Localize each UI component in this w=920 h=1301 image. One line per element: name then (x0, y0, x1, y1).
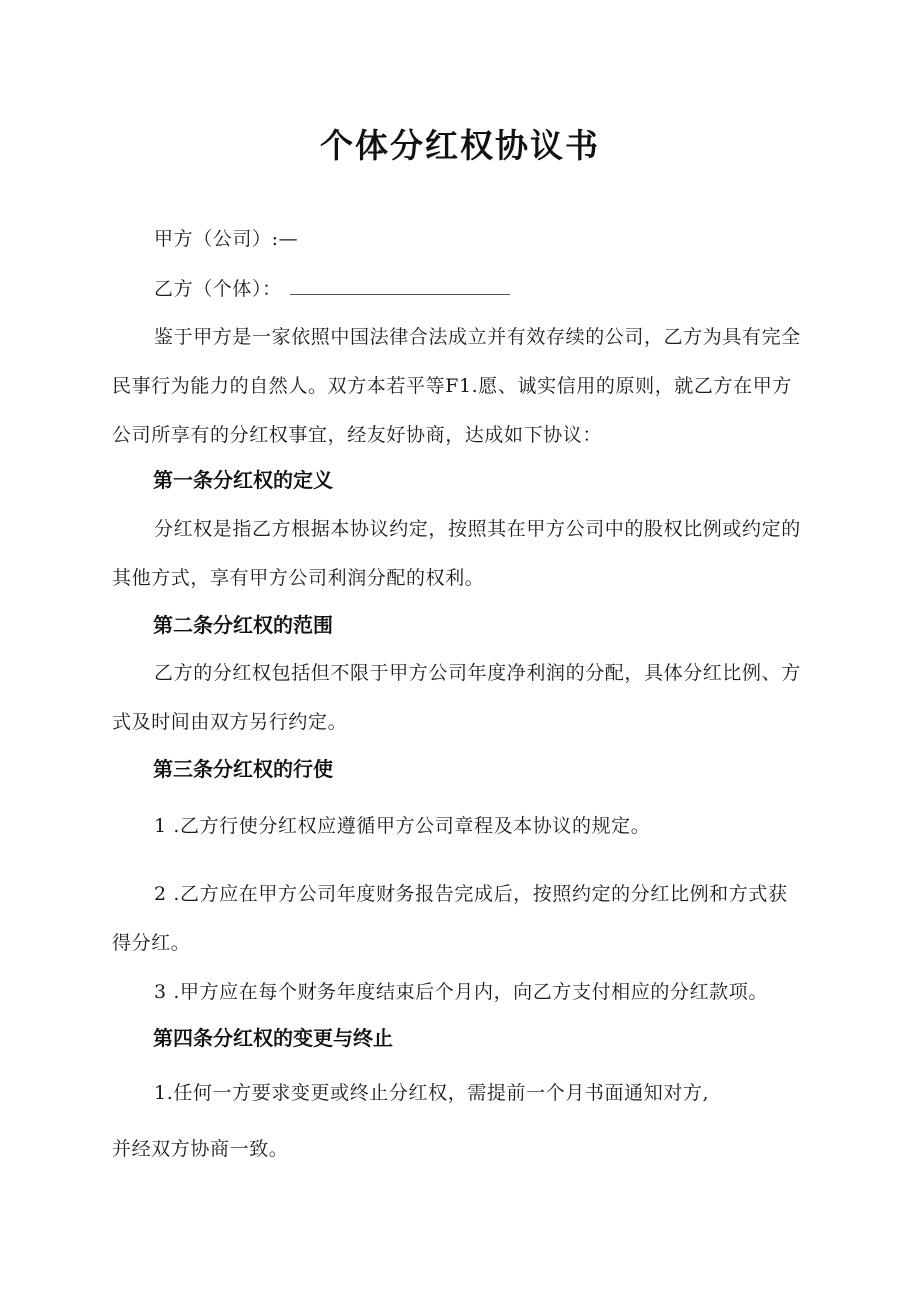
article-4-heading: 第四条分红权的变更与终止 (153, 1026, 393, 1050)
article-1-heading: 第一条分红权的定义 (153, 468, 333, 492)
article-3-item-2-line-1: 2 .乙方应在甲方公司年度财务报告完成后，按照约定的分红比例和方式获 (154, 883, 788, 905)
document-title: 个体分红权协议书 (320, 126, 600, 165)
article-3-item-2-line-2: 得分红。 (112, 932, 191, 954)
preamble-line-2: 民事行为能力的自然人。双方本若平等F1.愿、诚实信用的原则，就乙方在甲方 (112, 375, 792, 397)
article-2-line-2: 式及时间由双方另行约定。 (112, 711, 348, 733)
party-b-blank (290, 274, 510, 295)
party-b-line (154, 274, 510, 303)
article-1-line-1: 分红权是指乙方根据本协议约定，按照其在甲方公司中的股权比例或约定的 (154, 518, 801, 540)
article-4-item-1-line-2: 并经双方协商一致。 (112, 1138, 289, 1160)
article-3-heading: 第三条分红权的行使 (153, 757, 333, 781)
article-2-heading: 第二条分红权的范围 (153, 613, 333, 637)
article-4-item-1-line-1: 1.任何一方要求变更或终止分红权，需提前一个月书面通知对方, (154, 1082, 710, 1104)
preamble-line-1: 鉴于甲方是一家依照中国法律合法成立并有效存续的公司，乙方为具有完全 (154, 326, 801, 348)
article-3-item-3: 3 .甲方应在每个财务年度结束后个月内，向乙方支付相应的分红款项。 (154, 981, 768, 1003)
preamble-line-3: 公司所享有的分红权事宜，经友好协商，达成如下协议： (112, 424, 603, 446)
party-a-line: 甲方（公司）:— (154, 228, 299, 250)
article-2-line-1: 乙方的分红权包括但不限于甲方公司年度净利润的分配，具体分红比例、方 (154, 662, 801, 684)
article-3-item-1: 1 .乙方行使分红权应遵循甲方公司章程及本协议的规定。 (154, 815, 651, 837)
party-b-label: 乙方（个体）： (154, 278, 282, 300)
article-1-line-2: 其他方式，享有甲方公司利润分配的权利。 (112, 567, 485, 589)
